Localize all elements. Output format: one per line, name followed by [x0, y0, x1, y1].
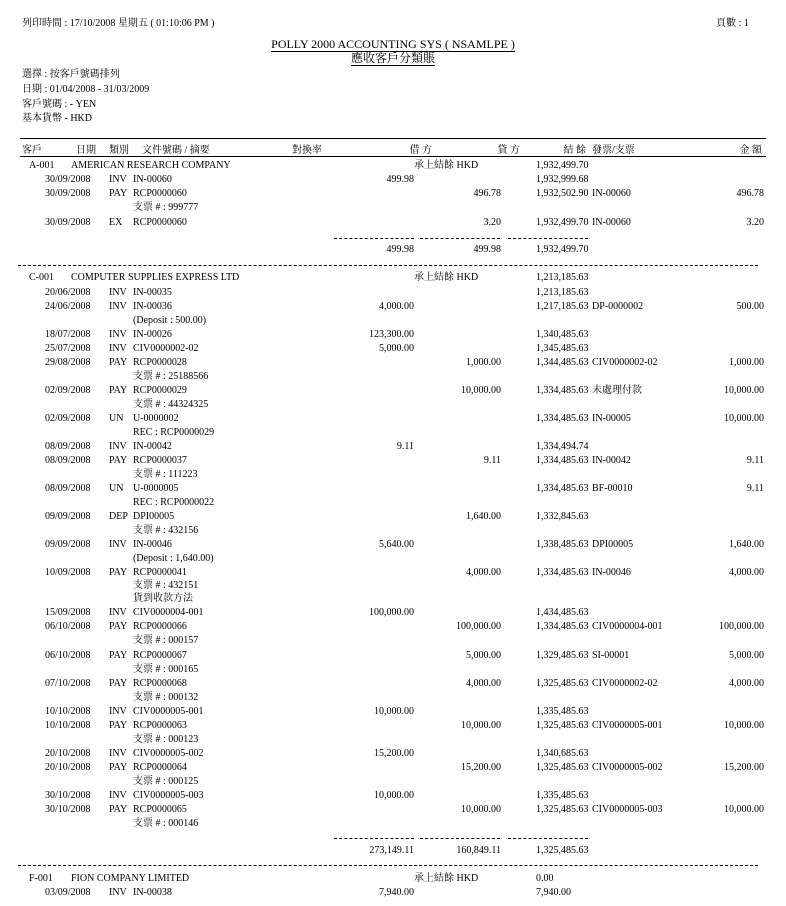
entry-type: PAY: [109, 567, 128, 578]
balance-amount: 1,932,999.68: [536, 174, 589, 185]
balance-amount: 1,932,499.70: [536, 160, 589, 171]
subtotal-row: [0, 845, 786, 858]
balance-amount: 1,345,485.63: [536, 343, 589, 354]
document-number: RCP0000029: [133, 385, 187, 396]
document-number: RCP0000060: [133, 188, 187, 199]
entry-type: INV: [109, 539, 127, 550]
ledger-note-row: [0, 635, 786, 648]
entry-note: 支票 # : 000165: [133, 664, 199, 675]
document-number: CIV0000004-001: [133, 607, 204, 618]
balance-amount: 1,334,485.63: [536, 413, 589, 424]
ledger-note-row: [0, 427, 786, 440]
invoice-ref: DP-0000002: [592, 301, 644, 312]
selection-date: 日期 : 01/04/2008 - 31/03/2009: [22, 84, 150, 95]
document-number: RCP0000063: [133, 720, 187, 731]
ledger-row: [0, 441, 786, 454]
entry-date: 18/07/2008: [45, 329, 91, 340]
ledger-note-row: [0, 818, 786, 831]
entry-note: 支票 # : 25188566: [133, 371, 209, 382]
customer-header-row: [0, 873, 786, 886]
debit-amount: 7,940.00: [379, 887, 414, 898]
entry-type: INV: [109, 174, 127, 185]
entry-type: PAY: [109, 455, 128, 466]
brought-forward-label: 承上結餘 HKD: [414, 873, 479, 884]
entry-type: INV: [109, 441, 127, 452]
balance-amount: 1,334,485.63: [536, 385, 589, 396]
entry-note: (Deposit : 1,640.00): [133, 553, 214, 564]
settled-amount: 4,000.00: [729, 567, 764, 578]
ledger-row: [0, 762, 786, 775]
entry-date: 08/09/2008: [45, 483, 91, 494]
company-title-text: POLLY 2000 ACCOUNTING SYS ( NSAMLPE ): [271, 37, 515, 51]
invoice-ref: BF-00010: [592, 483, 633, 494]
ledger-row: [0, 748, 786, 761]
entry-type: INV: [109, 301, 127, 312]
col-balance: 結 餘: [563, 145, 586, 156]
document-number: CIV0000005-001: [133, 706, 204, 717]
entry-date: 30/09/2008: [45, 188, 91, 199]
col-doc: 文件號碼 / 摘要: [142, 145, 210, 156]
ledger-row: [0, 511, 786, 524]
settled-amount: 9.11: [746, 483, 764, 494]
debit-amount: 5,000.00: [379, 343, 414, 354]
ledger-note-row: [0, 580, 786, 593]
settled-amount: 3.20: [746, 217, 764, 228]
document-number: RCP0000028: [133, 357, 187, 368]
entry-note: 支票 # : 000146: [133, 818, 199, 829]
document-number: IN-00035: [133, 287, 172, 298]
settled-amount: 100,000.00: [719, 621, 764, 632]
credit-amount: 160,849.11: [456, 845, 501, 856]
entry-date: 20/06/2008: [45, 287, 91, 298]
balance-amount: 1,334,494.74: [536, 441, 589, 452]
document-number: U-0000005: [133, 483, 179, 494]
entry-date: 30/09/2008: [45, 217, 91, 228]
ledger-row: [0, 678, 786, 691]
ledger-row: [0, 607, 786, 620]
balance-amount: 1,334,485.63: [536, 621, 589, 632]
entry-date: 08/09/2008: [45, 441, 91, 452]
document-number: RCP0000041: [133, 567, 187, 578]
credit-amount: 10,000.00: [461, 385, 501, 396]
settled-amount: 9.11: [746, 455, 764, 466]
entry-note: REC : RCP0000022: [133, 497, 215, 508]
settled-amount: 10,000.00: [724, 804, 764, 815]
credit-amount: 10,000.00: [461, 804, 501, 815]
document-number: CIV0000005-002: [133, 748, 204, 759]
entry-type: INV: [109, 607, 127, 618]
entry-date: 20/10/2008: [45, 762, 91, 773]
settled-amount: 500.00: [736, 301, 764, 312]
entry-type: PAY: [109, 357, 128, 368]
entry-type: PAY: [109, 385, 128, 396]
balance-amount: 1,217,185.63: [536, 301, 589, 312]
invoice-ref: CIV0000002-02: [592, 357, 658, 368]
selection-sort: 選擇 : 按客戶號碼排列: [22, 69, 120, 80]
entry-note: 支票 # : 999777: [133, 202, 199, 213]
credit-amount: 1,640.00: [466, 511, 501, 522]
entry-type: UN: [109, 483, 124, 494]
debit-amount: 100,000.00: [369, 607, 414, 618]
debit-amount: 4,000.00: [379, 301, 414, 312]
ledger-note-row: [0, 553, 786, 566]
customer-header-row: [0, 272, 786, 285]
debit-amount: 10,000.00: [374, 706, 414, 717]
balance-amount: 0.00: [536, 873, 554, 884]
entry-note: 貨到收款方法: [133, 593, 193, 604]
document-number: IN-00046: [133, 539, 172, 550]
document-number: IN-00026: [133, 329, 172, 340]
entry-date: 24/06/2008: [45, 301, 91, 312]
col-type: 類別: [109, 145, 129, 156]
entry-note: 支票 # : 000125: [133, 776, 199, 787]
credit-amount: 3.20: [483, 217, 501, 228]
entry-type: INV: [109, 329, 127, 340]
balance-amount: 1,325,485.63: [536, 845, 589, 856]
entry-note: (Deposit : 500.00): [133, 315, 207, 326]
entry-type: PAY: [109, 621, 128, 632]
ledger-note-row: [0, 692, 786, 705]
invoice-ref: CIV0000005-003: [592, 804, 663, 815]
debit-amount: 499.98: [386, 244, 414, 255]
entry-type: PAY: [109, 762, 128, 773]
entry-date: 29/08/2008: [45, 357, 91, 368]
ledger-row: [0, 621, 786, 634]
col-invoice: 發票/支票: [592, 145, 635, 156]
entry-date: 20/10/2008: [45, 748, 91, 759]
invoice-ref: IN-00005: [592, 413, 631, 424]
entry-date: 08/09/2008: [45, 455, 91, 466]
ledger-row: [0, 343, 786, 356]
debit-amount: 273,149.11: [369, 845, 414, 856]
entry-date: 06/10/2008: [45, 650, 91, 661]
brought-forward-label: 承上結餘 HKD: [414, 160, 479, 171]
ledger-row: [0, 567, 786, 580]
entry-note: 支票 # : 000132: [133, 692, 199, 703]
entry-date: 07/10/2008: [45, 678, 91, 689]
print-time: 列印時間 : 17/10/2008 星期五 ( 01:10:06 PM ): [22, 18, 215, 29]
entry-note: 支票 # : 111223: [133, 469, 198, 480]
document-number: RCP0000067: [133, 650, 187, 661]
ledger-row: [0, 804, 786, 817]
balance-amount: 1,434,485.63: [536, 607, 589, 618]
debit-amount: 499.98: [386, 174, 414, 185]
entry-type: INV: [109, 748, 127, 759]
document-number: CIV0000005-003: [133, 790, 204, 801]
debit-amount: 10,000.00: [374, 790, 414, 801]
settled-amount: 10,000.00: [724, 413, 764, 424]
ledger-note-row: [0, 399, 786, 412]
document-number: DPI00005: [133, 511, 175, 522]
entry-type: PAY: [109, 804, 128, 815]
document-number: RCP0000037: [133, 455, 187, 466]
ledger-note-row: [0, 315, 786, 328]
invoice-ref: SI-00001: [592, 650, 630, 661]
invoice-ref: IN-00042: [592, 455, 631, 466]
ledger-note-row: [0, 371, 786, 384]
balance-amount: 1,340,485.63: [536, 329, 589, 340]
entry-date: 30/10/2008: [45, 804, 91, 815]
selection-customer: 客戶號碼 : - YEN: [22, 99, 97, 110]
balance-amount: 1,325,485.63: [536, 762, 589, 773]
page-number: 頁數 : 1: [716, 18, 749, 29]
document-number: IN-00060: [133, 174, 172, 185]
invoice-ref: CIV0000004-001: [592, 621, 663, 632]
credit-amount: 1,000.00: [466, 357, 501, 368]
credit-amount: 15,200.00: [461, 762, 501, 773]
credit-amount: 10,000.00: [461, 720, 501, 731]
balance-amount: 1,340,685.63: [536, 748, 589, 759]
debit-amount: 9.11: [396, 441, 414, 452]
document-number: IN-00036: [133, 301, 172, 312]
settled-amount: 4,000.00: [729, 678, 764, 689]
balance-amount: 1,932,499.70: [536, 217, 589, 228]
balance-amount: 7,940.00: [536, 887, 571, 898]
col-credit: 貸 方: [497, 145, 520, 156]
balance-amount: 1,335,485.63: [536, 790, 589, 801]
ledger-row: [0, 287, 786, 300]
entry-date: 02/09/2008: [45, 385, 91, 396]
entry-type: PAY: [109, 650, 128, 661]
ledger-note-row: [0, 469, 786, 482]
col-rate: 對換率: [292, 145, 322, 156]
col-debit: 借 方: [409, 145, 432, 156]
col-customer: 客戶: [22, 145, 42, 156]
customer-code: F-001: [29, 873, 53, 884]
balance-amount: 1,332,845.63: [536, 511, 589, 522]
entry-date: 10/10/2008: [45, 720, 91, 731]
balance-amount: 1,335,485.63: [536, 706, 589, 717]
ledger-row: [0, 790, 786, 803]
ledger-note-row: [0, 593, 786, 606]
entry-date: 03/09/2008: [45, 887, 91, 898]
entry-type: INV: [109, 887, 127, 898]
debit-amount: 5,640.00: [379, 539, 414, 550]
ledger-row: [0, 174, 786, 187]
balance-amount: 1,334,485.63: [536, 567, 589, 578]
entry-date: 02/09/2008: [45, 413, 91, 424]
balance-amount: 1,325,485.63: [536, 804, 589, 815]
settled-amount: 10,000.00: [724, 720, 764, 731]
entry-date: 09/09/2008: [45, 511, 91, 522]
credit-amount: 496.78: [473, 188, 501, 199]
balance-amount: 1,329,485.63: [536, 650, 589, 661]
debit-amount: 123,300.00: [369, 329, 414, 340]
entry-type: EX: [109, 217, 123, 228]
ledger-row: [0, 455, 786, 468]
entry-type: PAY: [109, 678, 128, 689]
invoice-ref: IN-00060: [592, 217, 631, 228]
entry-type: DEP: [109, 511, 128, 522]
entry-date: 09/09/2008: [45, 539, 91, 550]
invoice-ref: 未處理付款: [592, 385, 642, 396]
invoice-ref: IN-00060: [592, 188, 631, 199]
balance-amount: 1,334,485.63: [536, 483, 589, 494]
credit-amount: 5,000.00: [466, 650, 501, 661]
debit-amount: 15,200.00: [374, 748, 414, 759]
customer-name: FION COMPANY LIMITED: [71, 873, 190, 884]
customer-name: COMPUTER SUPPLIES EXPRESS LTD: [71, 272, 240, 283]
entry-type: INV: [109, 790, 127, 801]
col-date: 日期: [76, 145, 96, 156]
entry-note: 支票 # : 432156: [133, 525, 199, 536]
invoice-ref: DPI00005: [592, 539, 634, 550]
entry-note: 支票 # : 000123: [133, 734, 199, 745]
ledger-note-row: [0, 776, 786, 789]
ledger-note-row: [0, 497, 786, 510]
settled-amount: 10,000.00: [724, 385, 764, 396]
customer-name: AMERICAN RESEARCH COMPANY: [71, 160, 231, 171]
document-number: CIV0000002-02: [133, 343, 199, 354]
ledger-row: [0, 329, 786, 342]
col-amount: 金 額: [739, 145, 762, 156]
settled-amount: 496.78: [736, 188, 764, 199]
customer-code: A-001: [29, 160, 55, 171]
ledger-note-row: [0, 734, 786, 747]
report-title-text: 應收客戶分類賬: [350, 51, 435, 65]
invoice-ref: CIV0000005-002: [592, 762, 663, 773]
entry-type: INV: [109, 287, 127, 298]
balance-amount: 1,213,185.63: [536, 287, 589, 298]
subtotal-row: [0, 244, 786, 257]
brought-forward-label: 承上結餘 HKD: [414, 272, 479, 283]
ledger-note-row: [0, 202, 786, 215]
balance-amount: 1,338,485.63: [536, 539, 589, 550]
balance-amount: 1,932,499.70: [536, 244, 589, 255]
document-number: RCP0000064: [133, 762, 187, 773]
entry-date: 30/10/2008: [45, 790, 91, 801]
settled-amount: 1,640.00: [729, 539, 764, 550]
ledger-row: [0, 413, 786, 426]
document-number: RCP0000068: [133, 678, 187, 689]
customer-code: C-001: [29, 272, 54, 283]
ledger-note-row: [0, 664, 786, 677]
entry-type: INV: [109, 706, 127, 717]
entry-note: 支票 # : 432151: [133, 580, 199, 591]
ledger-row: [0, 188, 786, 201]
credit-amount: 9.11: [483, 455, 501, 466]
credit-amount: 4,000.00: [466, 567, 501, 578]
credit-amount: 100,000.00: [456, 621, 501, 632]
balance-amount: 1,325,485.63: [536, 720, 589, 731]
document-number: U-0000002: [133, 413, 179, 424]
balance-amount: 1,334,485.63: [536, 455, 589, 466]
ledger-row: [0, 720, 786, 733]
settled-amount: 5,000.00: [729, 650, 764, 661]
entry-type: PAY: [109, 188, 128, 199]
settled-amount: 1,000.00: [729, 357, 764, 368]
customer-header-row: [0, 160, 786, 173]
ledger-row: [0, 706, 786, 719]
ledger-row: [0, 385, 786, 398]
ledger-note-row: [0, 525, 786, 538]
document-number: RCP0000065: [133, 804, 187, 815]
invoice-ref: IN-00046: [592, 567, 631, 578]
ledger-row: [0, 483, 786, 496]
entry-note: 支票 # : 44324325: [133, 399, 209, 410]
entry-note: REC : RCP0000029: [133, 427, 215, 438]
entry-date: 25/07/2008: [45, 343, 91, 354]
invoice-ref: CIV0000002-02: [592, 678, 658, 689]
entry-date: 10/10/2008: [45, 706, 91, 717]
balance-amount: 1,325,485.63: [536, 678, 589, 689]
document-number: RCP0000060: [133, 217, 187, 228]
balance-amount: 1,932,502.90: [536, 188, 589, 199]
entry-note: 支票 # : 000157: [133, 635, 199, 646]
ledger-row: [0, 539, 786, 552]
credit-amount: 499.98: [473, 244, 501, 255]
document-number: IN-00042: [133, 441, 172, 452]
invoice-ref: CIV0000005-001: [592, 720, 663, 731]
entry-date: 06/10/2008: [45, 621, 91, 632]
ledger-row: [0, 357, 786, 370]
ledger-row: [0, 217, 786, 230]
document-number: RCP0000066: [133, 621, 187, 632]
ledger-row: [0, 301, 786, 314]
ledger-row: [0, 887, 786, 900]
settled-amount: 15,200.00: [724, 762, 764, 773]
balance-amount: 1,344,485.63: [536, 357, 589, 368]
credit-amount: 4,000.00: [466, 678, 501, 689]
entry-date: 10/09/2008: [45, 567, 91, 578]
entry-type: UN: [109, 413, 124, 424]
balance-amount: 1,213,185.63: [536, 272, 589, 283]
entry-type: PAY: [109, 720, 128, 731]
entry-date: 15/09/2008: [45, 607, 91, 618]
ledger-row: [0, 650, 786, 663]
entry-type: INV: [109, 343, 127, 354]
document-number: IN-00038: [133, 887, 172, 898]
selection-currency: 基本貨幣 - HKD: [22, 113, 92, 124]
entry-date: 30/09/2008: [45, 174, 91, 185]
